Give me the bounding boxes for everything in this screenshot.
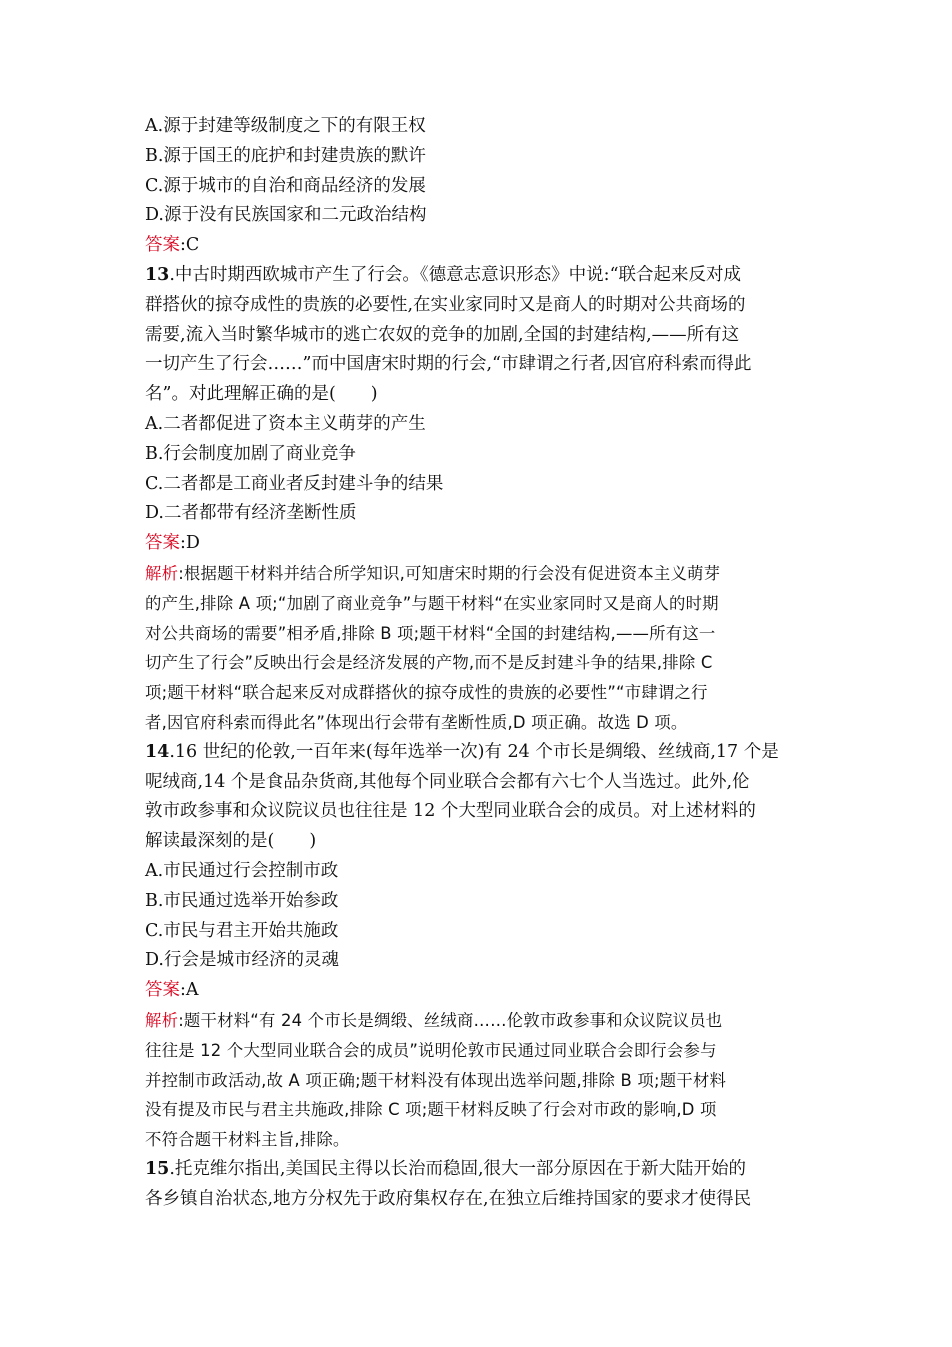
option-d: D.二者都带有经济垄断性质 xyxy=(145,503,357,524)
explanation-line: 没有提及市民与君主共施政,排除 C 项;题干材料反映了行会对市政的影响,D 项 xyxy=(145,1100,717,1120)
document-page xyxy=(145,112,810,1214)
explanation-block xyxy=(145,559,810,738)
option-c: C.二者都是工商业者反封建斗争的结果 xyxy=(145,473,444,494)
option-d: D.源于没有民族国家和二元政治结构 xyxy=(145,205,427,226)
explanation-block xyxy=(145,1006,810,1155)
explanation-line: 者,因官府科索而得此名”体现出行会带有垄断性质,D 项正确。故选 D 项。 xyxy=(145,712,688,732)
question-stem-text: .中古时期西欧城市产生了行会。《德意志意识形态》中说:“联合起来反对成 xyxy=(169,264,742,285)
answer-line xyxy=(145,976,810,1006)
question-stem-line: 群搭伙的掠夺成性的贵族的必要性,在实业家同时又是商人的时期对公共商场的 xyxy=(145,294,746,315)
option-d: D.行会是城市经济的灵魂 xyxy=(145,950,339,971)
pre-options xyxy=(145,112,810,261)
answer-value: :C xyxy=(180,235,200,256)
explanation-text: :题干材料“有 24 个市长是绸缎、丝绒商……伦敦市政参事和众议院议员也 xyxy=(178,1010,723,1030)
question-stem-line xyxy=(145,1155,810,1185)
question-14 xyxy=(145,738,810,1155)
explanation-line: 项;题干材料“联合起来反对成群搭伙的掠夺成性的贵族的必要性”“市肆谓之行 xyxy=(145,683,708,703)
question-stem-line: 呢绒商,14 个是食品杂货商,其他每个同业联合会都有六七个人当选过。此外,伦 xyxy=(145,771,750,792)
answer-label: 答案 xyxy=(145,980,180,1001)
question-stem-line: 一切产生了行会……”而中国唐宋时期的行会,“市肆谓之行者,因官府科索而得此 xyxy=(145,354,752,375)
explanation-line: 的产生,排除 A 项;“加剧了商业竞争”与题干材料“在实业家同时又是商人的时期 xyxy=(145,593,719,613)
explanation-label: 解析 xyxy=(145,563,179,583)
explanation-line: 不符合题干材料主旨,排除。 xyxy=(145,1130,350,1150)
explanation-line xyxy=(145,1006,810,1036)
answer-label: 答案 xyxy=(145,533,180,554)
explanation-text: :根据题干材料并结合所学知识,可知唐宋时期的行会没有促进资本主义萌芽 xyxy=(178,563,721,583)
option-a: A.二者都促进了资本主义萌芽的产生 xyxy=(145,413,426,434)
option-c: C.源于城市的自治和商品经济的发展 xyxy=(145,175,426,196)
answer-value: :D xyxy=(180,533,200,554)
question-stem-text: .16 世纪的伦敦,一百年来(每年选举一次)有 24 个市长是绸缎、丝绒商,17 个是 xyxy=(169,741,779,762)
question-stem-line: 各乡镇自治状态,地方分权先于政府集权存在,在独立后维持国家的要求才使得民 xyxy=(145,1188,752,1209)
answer-line xyxy=(145,529,810,559)
option-b: B.行会制度加剧了商业竞争 xyxy=(145,443,356,464)
question-stem-line xyxy=(145,738,810,768)
option-a: A.市民通过行会控制市政 xyxy=(145,860,339,881)
option-a: A.源于封建等级制度之下的有限王权 xyxy=(145,116,426,136)
question-stem-line: 名”。对此理解正确的是( ) xyxy=(145,384,378,405)
explanation-line: 并控制市政活动,故 A 项正确;题干材料没有体现出选举问题,排除 B 项;题干材料 xyxy=(145,1070,727,1090)
explanation-line: 往往是 12 个大型同业联合会的成员”说明伦敦市民通过同业联合会即行会参与 xyxy=(145,1040,717,1060)
explanation-line xyxy=(145,559,810,589)
question-15 xyxy=(145,1155,810,1215)
question-stem-text: .托克维尔指出,美国民主得以长治而稳固,很大一部分原因在于新大陆开始的 xyxy=(169,1158,747,1179)
option-b: B.市民通过选举开始参政 xyxy=(145,890,339,911)
answer-line xyxy=(145,231,810,261)
explanation-label: 解析 xyxy=(145,1010,179,1030)
option-c: C.市民与君主开始共施政 xyxy=(145,920,339,941)
question-stem-line: 解读最深刻的是( ) xyxy=(145,831,317,852)
option-b: B.源于国王的庇护和封建贵族的默许 xyxy=(145,145,426,166)
question-number: 13 xyxy=(145,264,170,285)
question-stem-line: 敦市政参事和众议院议员也往往是 12 个大型同业联合会的成员。对上述材料的 xyxy=(145,801,756,822)
question-number: 14 xyxy=(145,741,170,762)
explanation-line: 切产生了行会”反映出行会是经济发展的产物,而不是反封建斗争的结果,排除 C xyxy=(145,653,713,673)
question-stem-line: 需要,流入当时繁华城市的逃亡农奴的竞争的加剧,全国的封建结构,——所有这 xyxy=(145,324,740,345)
answer-value: :A xyxy=(180,980,199,1001)
question-number: 15 xyxy=(145,1158,170,1179)
question-stem-line xyxy=(145,261,810,291)
explanation-line: 对公共商场的需要”相矛盾,排除 B 项;题干材料“全国的封建结构,——所有这一 xyxy=(145,623,716,643)
question-13 xyxy=(145,261,810,738)
answer-label: 答案 xyxy=(145,235,180,256)
